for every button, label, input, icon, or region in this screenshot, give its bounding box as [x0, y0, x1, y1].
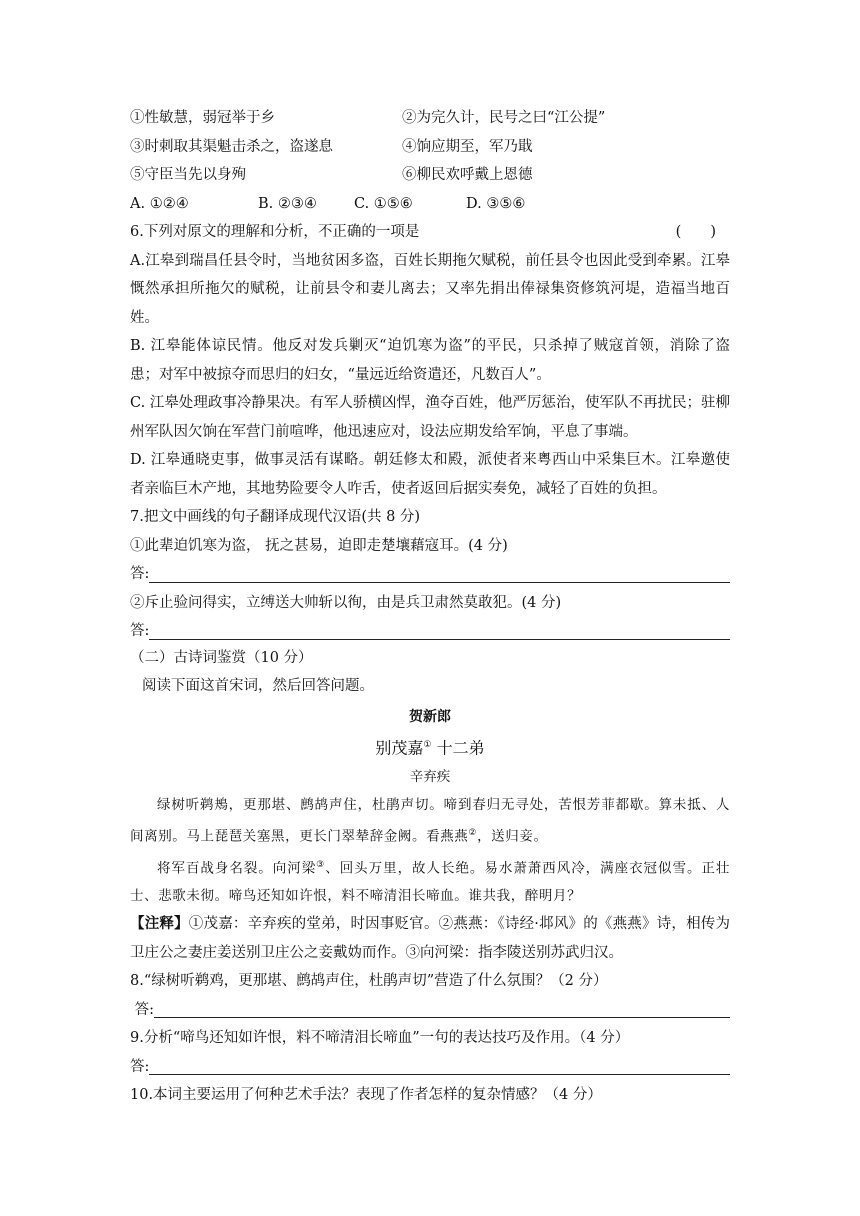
- choice-item-6: ⑥柳民欢呼戴上恩德: [402, 167, 533, 183]
- answer-label: 答:: [130, 1001, 154, 1018]
- question-7-stem: 7.把文中画线的句子翻译成现代汉语(共 8 分): [130, 509, 421, 525]
- option-b: B. ②③④: [258, 195, 317, 212]
- answer-line-8[interactable]: [130, 996, 730, 1025]
- option-d: D. ③⑤⑥: [466, 195, 526, 212]
- choice-item-5: ⑤守臣当先以身殉: [130, 167, 246, 183]
- question-6-option-c: C. 江皋处理政事冷静果决。有军人骄横凶悍，渔夺百姓，他严厉惩治，使军队不再扰民；驻柳州军队因欠饷在军营门前喧哗，他迅速应对，设法应期发给军饷，平息了事端。: [130, 395, 730, 440]
- question-7-sentence-2: ②斥止验问得实，立缚送大帅斩以徇，由是兵卫肃然莫敢犯。(4 分): [130, 594, 562, 611]
- section-heading: （二）古诗词鉴赏（10 分）: [130, 649, 313, 666]
- answer-rule: [149, 618, 730, 640]
- question-6-option-b: B. 江皋能体谅民情。他反对发兵剿灭“迫饥寒为盗”的平民，只杀掉了贼寇首领，消除了盗患；对军中被掠夺而思归的妇女，“量远近给资遣还，凡数百人”。: [130, 338, 730, 383]
- poem-subtitle: 别茂嘉① 十二弟: [375, 738, 485, 758]
- document-page: [130, 104, 730, 1110]
- question-6-text: 6.下列对原文的理解和分析，不正确的一项是: [130, 224, 420, 240]
- question-6-stem: [130, 218, 730, 247]
- question-10-stem: 10.本词主要运用了何种艺术手法？表现了作者怎样的复杂情感？（4 分）: [130, 1087, 602, 1104]
- answer-line-7-2[interactable]: [130, 617, 730, 646]
- choice-item-4: ④饷应期至，军乃戢: [402, 138, 533, 155]
- answer-label: 答:: [130, 1058, 150, 1075]
- section-intro: 阅读下面这首宋词，然后回答问题。: [142, 678, 374, 694]
- choice-item-1: ①性敏慧，弱冠举于乡: [130, 110, 275, 126]
- answer-bracket: ( ): [675, 224, 716, 240]
- choice-row-2: [130, 133, 730, 162]
- answer-options: [130, 190, 730, 219]
- poem-stanza-1: 绿树听鹈鴂，更那堪、鹧鸪声住，杜鹃声切。啼到春归无寻处，苦恨芳菲都歇。算未抵、人间离别。马上琵琶关塞黑，更长门翠辇辞金阙。看燕燕②，送归妾。: [130, 797, 730, 845]
- choice-row-1: [130, 104, 730, 133]
- option-c: C. ①⑤⑥: [354, 195, 413, 212]
- answer-rule: [149, 561, 730, 583]
- choice-item-3: ③时刺取其渠魁击杀之，盗遂息: [130, 138, 333, 155]
- question-8-stem: 8.“绿树听鹈鸡，更那堪、鹧鸪声住，杜鹃声切”营造了什么氛围？（2 分）: [130, 973, 608, 990]
- poem-author: 辛弃疾: [409, 768, 451, 785]
- poem-title: 贺新郎: [409, 708, 451, 725]
- poem-stanza-2: 将军百战身名裂。向河梁③、回头万里，故人长绝。易水萧萧西风冷，满座衣冠似雪。正壮士、悲歌未彻。啼鸟还知如许恨，料不啼清泪长啼血。谁共我，醉明月？: [130, 859, 730, 905]
- question-9-stem: 9.分析“啼鸟还知如许恨，料不啼清泪长啼血”一句的表达技巧及作用。（4 分）: [130, 1030, 630, 1047]
- answer-line-9[interactable]: [130, 1053, 730, 1082]
- choice-item-2: ②为完久计，民号之曰“江公提”: [402, 110, 606, 126]
- question-6-option-a: A.江皋到瑞昌任县令时，当地贫困多盗，百姓长期拖欠赋税，前任县令也因此受到牵累。江皋慨然承担所拖欠的赋税，让前县令和妻儿离去；又率先捐出俸禄集资修筑河堤，造福当地百姓。: [130, 252, 730, 326]
- question-6-option-d: D. 江皋通晓吏事，做事灵活有谋略。朝廷修太和殿，派使者来粤西山中采集巨木。江皋邀使者亲临巨木产地，其地势险要令人咋舌，使者返回后据实奏免，减轻了百姓的负担。: [130, 452, 730, 497]
- choice-row-3: [130, 161, 730, 190]
- answer-label: 答:: [130, 623, 150, 639]
- question-7-sentence-1: ①此辈迫饥寒为盗， 抚之甚易，迫即走楚壤藉寇耳。(4 分): [130, 537, 508, 554]
- option-a: A. ①②④: [130, 195, 189, 212]
- answer-line-7-1[interactable]: [130, 560, 730, 589]
- answer-label: 答:: [130, 566, 150, 582]
- answer-rule: [154, 996, 730, 1018]
- poem-notes: 【注释】①茂嘉：辛弃疾的堂弟，时因事贬官。②燕燕：《诗经·邶风》的《燕燕》诗，相传为卫庄公之妻庄姜送别卫庄公之妾戴妫而作。③向河梁：指李陵送别苏武归汉。: [130, 915, 730, 961]
- answer-rule: [149, 1053, 730, 1075]
